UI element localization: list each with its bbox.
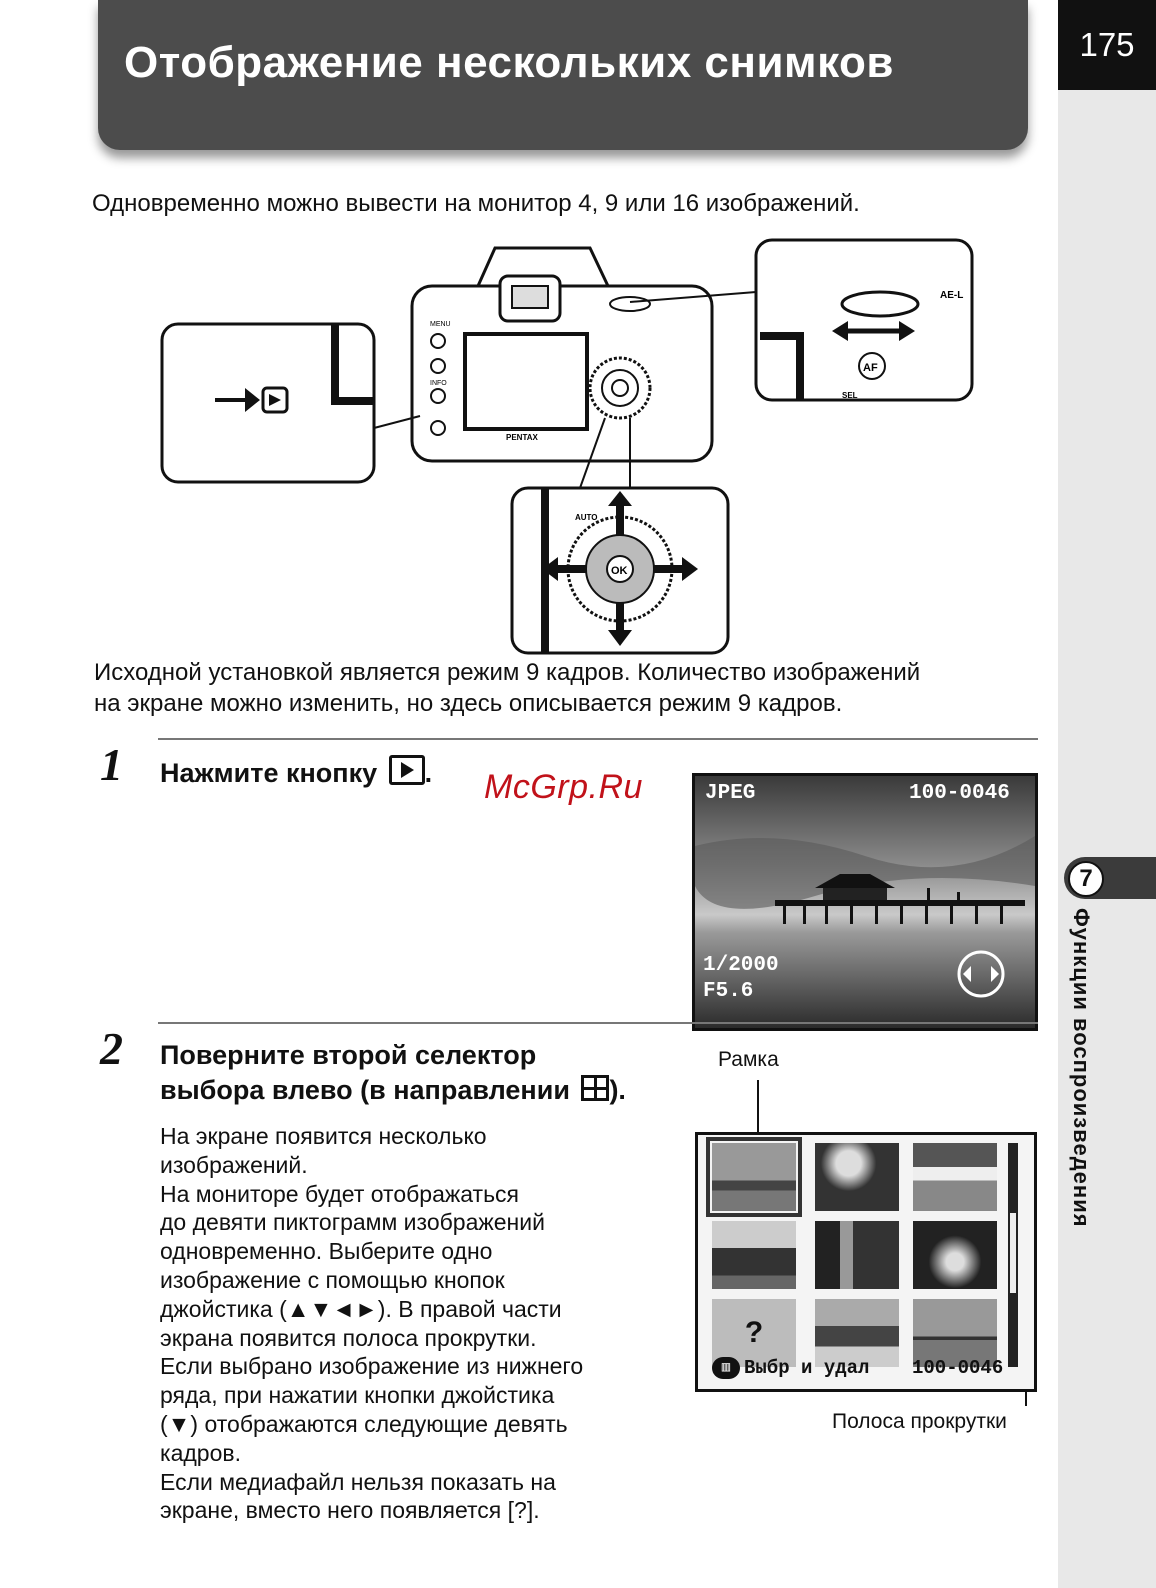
step-1-heading	[160, 755, 432, 791]
thumbnail[interactable]	[712, 1221, 796, 1289]
chapter-label: Функции воспроизведения	[1069, 908, 1094, 1228]
sel-label: SEL	[842, 391, 858, 400]
auto-label: AUTO	[575, 513, 598, 522]
trash-icon: ▥	[712, 1357, 740, 1379]
footer-action-label: Выбр и удал	[744, 1357, 870, 1379]
step-2-line: На мониторе будет отображаться	[160, 1180, 520, 1207]
frame-callout-label: Рамка	[718, 1048, 779, 1071]
step-2-line: (▼) отображаются следующие девять	[160, 1410, 568, 1437]
playback-screen	[692, 773, 1038, 1031]
step-2-line: до девяти пиктограмм изображений	[160, 1209, 545, 1236]
thumbnail[interactable]	[815, 1143, 899, 1211]
step-2-line: изображение с помощью кнопок	[160, 1266, 505, 1293]
step-2-line: Если выбрано изображение из нижнего	[160, 1353, 584, 1380]
step-2-line: кадров.	[160, 1439, 241, 1466]
footer-file-number: 100-0046	[912, 1357, 1004, 1379]
step-2-line: ряда, при нажатии кнопки джойстика	[160, 1382, 555, 1409]
frame-callout-line	[757, 1080, 759, 1138]
page-number: 175	[1058, 0, 1156, 90]
watermark: McGrp.Ru	[484, 768, 643, 806]
ael-label: AE-L	[940, 290, 964, 301]
footer-action	[712, 1357, 869, 1379]
step-1-heading-text: Нажмите кнопку	[160, 758, 378, 788]
default-mode-line-1: Исходной установкой является режим 9 кадров. Количество изображений	[94, 659, 921, 686]
chapter-number: 7	[1068, 861, 1104, 897]
scrollbar-thumb[interactable]	[1010, 1213, 1016, 1293]
thumbnail[interactable]	[913, 1143, 997, 1211]
default-mode-line-2: на экране можно изменить, но здесь описывается режим 9 кадров.	[94, 690, 843, 717]
step-2-heading-end: ).	[609, 1075, 626, 1105]
brand-label: PENTAX	[506, 433, 538, 442]
lcd-format: JPEG	[705, 782, 756, 805]
camera-body	[412, 248, 712, 461]
step-2-number: 2	[100, 1023, 123, 1074]
step-2-line: джойстика (▲▼◄►). В правой части	[160, 1295, 562, 1322]
step-1-number: 1	[100, 739, 123, 790]
scrollbar[interactable]	[1008, 1143, 1018, 1367]
thumbnail-screen	[695, 1132, 1037, 1392]
left-inset	[162, 324, 420, 482]
step-2-line: Если медиафайл нельзя показать на	[160, 1468, 556, 1495]
lcd-aperture: F5.6	[703, 980, 754, 1003]
play-button-icon	[389, 755, 425, 785]
thumbnail[interactable]	[913, 1221, 997, 1289]
ok-label: OK	[611, 565, 628, 577]
side-strip	[1058, 90, 1156, 1588]
step-2-heading-line-1: Поверните второй селектор	[160, 1040, 537, 1070]
lcd-file-number: 100-0046	[909, 782, 1010, 805]
thumbnail-unknown[interactable]: ?	[712, 1299, 796, 1367]
step-2-line: одновременно. Выберите одно	[160, 1238, 493, 1265]
divider	[158, 1022, 1038, 1024]
step-2-line: изображений.	[160, 1151, 308, 1178]
page-title: Отображение нескольких снимков	[124, 38, 894, 87]
thumbnail-index-icon	[581, 1075, 609, 1101]
scrollbar-callout-label: Полоса прокрутки	[832, 1410, 1007, 1433]
thumbnail[interactable]	[815, 1221, 899, 1289]
step-2-line: экрана появится полоса прокрутки.	[160, 1324, 537, 1351]
camera-diagram	[160, 236, 980, 656]
step-2-line: экране, вместо него появляется [?].	[160, 1497, 540, 1524]
lcd-shutter-speed: 1/2000	[703, 954, 779, 977]
thumbnail-selected[interactable]	[712, 1143, 796, 1211]
menu-label: MENU	[430, 321, 451, 328]
step-1-heading-end: .	[424, 758, 433, 788]
step-2-body	[160, 1122, 583, 1525]
divider	[158, 738, 1038, 740]
step-2-heading-line-2	[160, 1073, 626, 1108]
intro-text: Одновременно можно вывести на монитор 4, 9 или 16 изображений.	[92, 190, 860, 217]
af-label: AF	[863, 362, 878, 374]
step-2-heading-text: выбора влево (в направлении	[160, 1075, 570, 1105]
step-2-line: На экране появится несколько	[160, 1123, 487, 1149]
info-label: INFO	[430, 380, 447, 387]
